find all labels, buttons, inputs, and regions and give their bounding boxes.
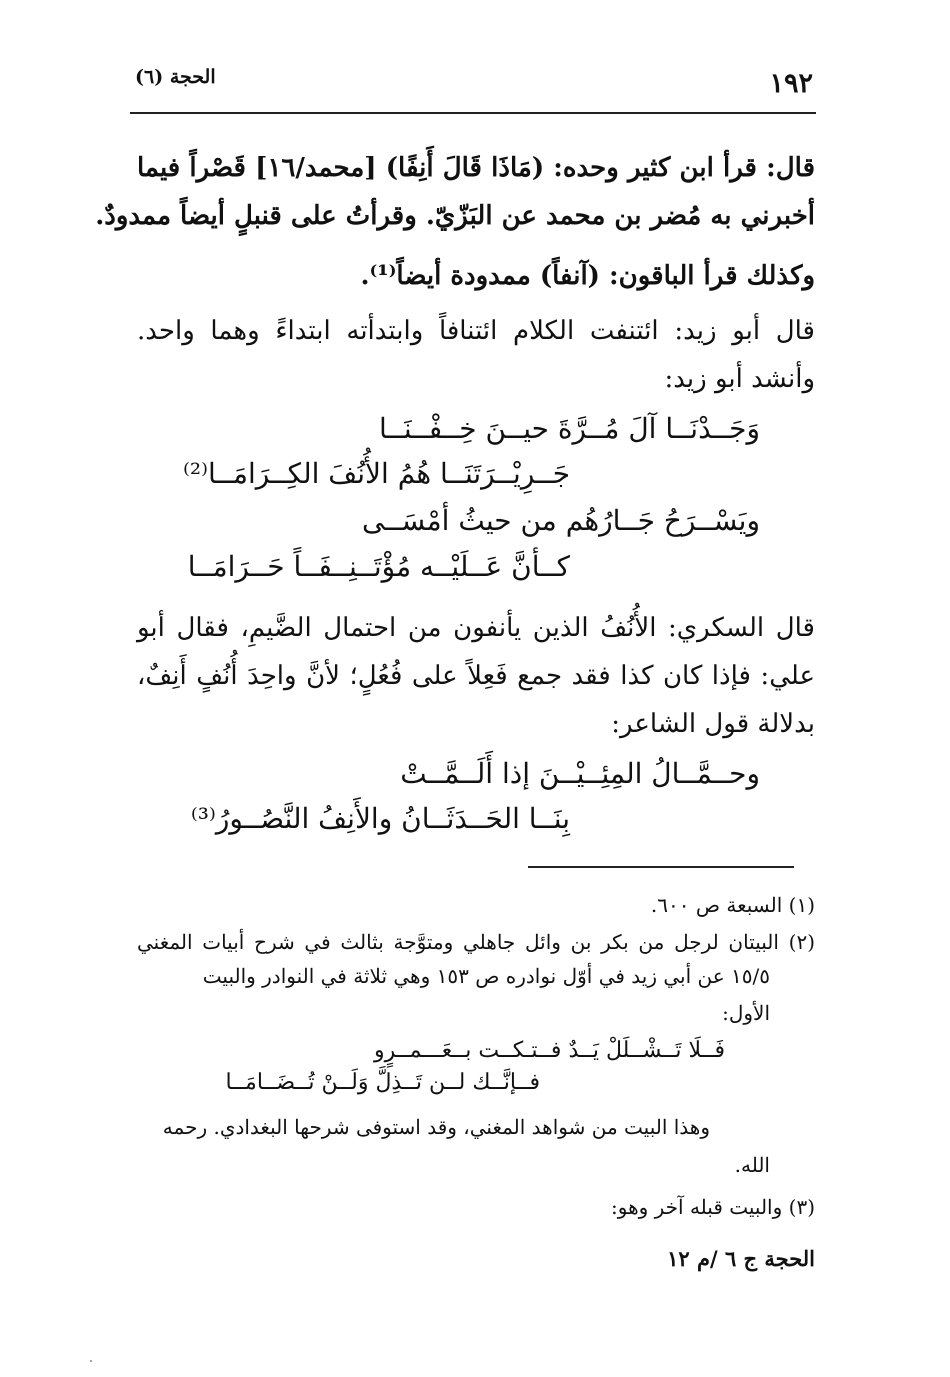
footnote-verse-line-1: فَــلَا تَــشْــلَلْ يَــدٌ فــتـكــت بــعَـــمــرٍو	[373, 1038, 725, 1063]
main-line-7: علي: فإذا كان كذا فقد جمع فَعِلاً على فُعُلٍ؛ لأنَّ واحِدَ أُنُفٍ أَنِفٌ،	[137, 661, 815, 691]
running-title: الحجة (٦)	[135, 66, 216, 88]
verse-1-line-4: كــأنَّ عَــلَيْــه مُؤْتَــنِــفَــاً حَــرَامَــا	[187, 550, 570, 583]
footnote-2-line-3: الأول:	[722, 1001, 770, 1025]
main-line-2: أخبرني به مُضر بن محمد عن البَزّيّ. وقرأتُ على قنبلٍ أيضاً ممدودٌ.	[95, 201, 815, 231]
main-line-6: قال السكري: الأُنُفُ الذين يأنفون من احتمال الضَّيمِ، فقال أبو	[137, 613, 815, 643]
footnote-2-line-4: وهذا البيت من شواهد المغني، وقد استوفى شرحها البغدادي. رحمه	[162, 1115, 710, 1139]
footnote-2-line-5: الله.	[734, 1153, 770, 1177]
footnote-3: (٣) والبيت قبله آخر وهو:	[611, 1195, 815, 1219]
verse-1-line-1: وَجَــدْنَــا آلَ مُــرَّةَ حيــنَ خِــفْــنَــا	[378, 412, 760, 445]
main-line-3: وكذلك قرأ الباقون: (آنفاً) ممدودة أيضاً⁽¹⁾.	[360, 261, 815, 291]
verse-1-line-2: جَــرِيْــرَتَنَــا هُمُ الأُنُفَ الكِــرَامَــا⁽²⁾	[183, 457, 570, 490]
footnote-1: (١) السبعة ص ٦٠٠.	[650, 893, 815, 917]
main-line-5: وأنشد أبو زيد:	[664, 364, 815, 394]
footnote-rule	[528, 866, 794, 868]
footnote-verse-line-2: فــإنَّــك لــن تَــذِلَّ وَلَــنْ تُــضَــامَــا	[225, 1070, 540, 1095]
page-header	[135, 58, 813, 98]
speck	[90, 1360, 92, 1362]
verse-2-line-1: وحــمَّــالُ المِئِــيْــنَ إذا أَلَــمَّــتْ	[400, 757, 760, 790]
footnote-2-line-2: ١٥/٥ عن أبي زيد في أوّل نوادره ص ١٥٣ وهي ثلاثة في النوادر والبيت	[202, 964, 770, 988]
main-line-8: بدلالة قول الشاعر:	[611, 709, 815, 739]
main-line-4: قال أبو زيد: ائتنفت الكلام ائتنافاً وابتدأته ابتداءً وهما واحد.	[137, 316, 815, 346]
header-rule	[130, 112, 816, 114]
main-line-1: قال: قرأ ابن كثير وحده: (مَاذَا قَالَ أَنِفًا) [محمد/١٦] قَصْراً فيما	[137, 153, 815, 183]
footnote-2-line-1: (٢) البيتان لرجل من بكر بن وائل جاهلي ومتوَّجة بثالث في شرح أبيات المغني	[137, 930, 815, 954]
verse-1-line-3: ويَسْــرَحُ جَــارُهُم من حيثُ أمْسَــى	[361, 504, 760, 537]
verse-2-line-2: بِنَــا الحَــدَثَــانُ والأَنِفُ النَّصُــورُ⁽³⁾	[190, 802, 570, 835]
page-number: ١٩٢	[769, 68, 813, 99]
signature-mark: الحجة ج ٦ /م ١٢	[667, 1246, 815, 1271]
